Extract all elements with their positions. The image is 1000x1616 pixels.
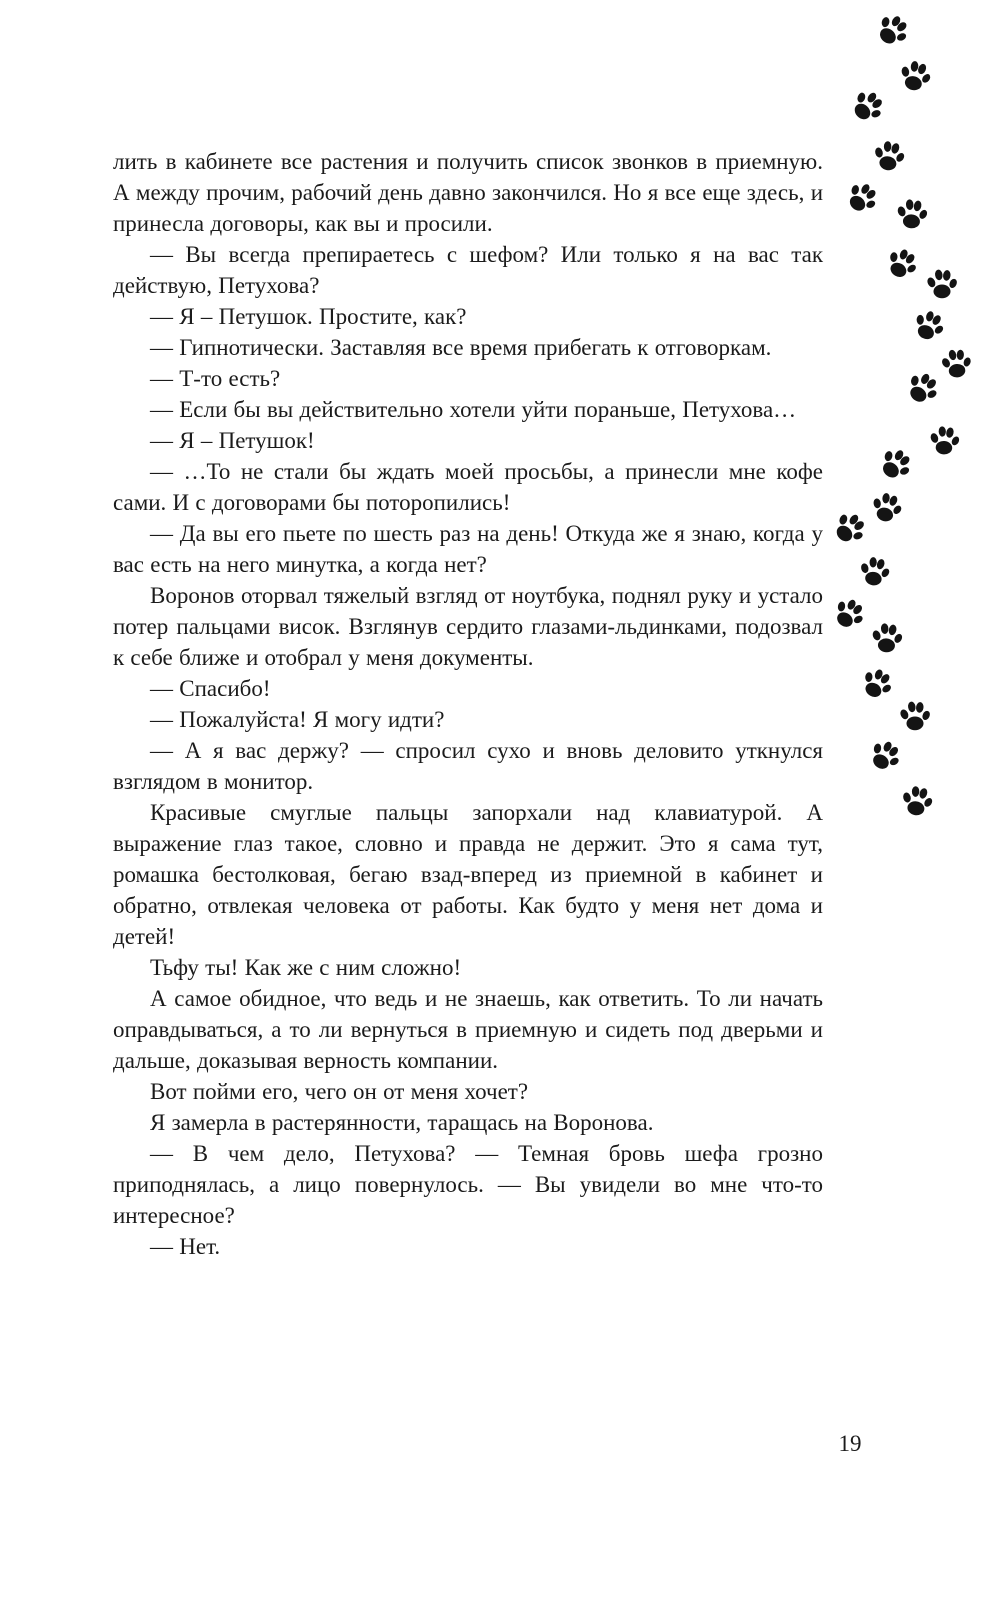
paragraph: — Я – Петушок. Простите, как? (150, 304, 467, 329)
paw-print-icon (869, 621, 906, 658)
paw-print-icon (855, 553, 893, 591)
page-number: 19 (838, 1431, 862, 1456)
paw-print-icon (907, 305, 951, 349)
paragraph: Тьфу ты! Как же с ним сложно! (150, 955, 462, 980)
paragraph: Я замерла в растерянности, таращась на Воронова. (150, 1110, 654, 1135)
paragraph: А самое обидное, что ведь и не знаешь, как ответить. То ли начать оправдываться, а то ли вернуться в приемную и сидеть под дверьми и дальше, доказывая верность компании. (113, 986, 823, 1073)
paragraph: Вот пойми его, чего он от меня хочет? (150, 1079, 529, 1104)
paragraph: — Гипнотически. Заставляя все время прибегать к отговоркам. (150, 335, 772, 360)
paw-print-icon (879, 242, 924, 287)
paragraph: — Если бы вы действительно хотели уйти пораньше, Петухова… (150, 397, 797, 422)
paragraph: лить в кабинете все растения и получить список звонков в приемную. А между прочим, рабочий день давно закончился. Но я все еще здесь, и принесла договоры, как вы и просили. (113, 149, 823, 236)
paragraph: — …То не стали бы ждать моей просьбы, а принесли мне кофе сами. И с договорами бы поторопились! (113, 459, 823, 515)
paw-print-icon (898, 700, 932, 734)
paw-print-icon (826, 592, 872, 638)
paragraph: — Пожалуйста! Я могу идти? (150, 707, 445, 732)
paw-print-icon (894, 56, 936, 98)
paw-print-icon (843, 83, 891, 131)
paragraph: — Да вы его пьете по шесть раз на день! Откуда же я знаю, когда у вас есть на него минутка, а когда нет? (113, 521, 823, 577)
paw-print-icon (838, 175, 884, 221)
paragraph: — Т-то есть? (150, 366, 281, 391)
paw-print-icon (866, 488, 906, 528)
paw-print-icon (868, 7, 916, 55)
paw-print-icon (925, 268, 959, 302)
paragraph: Красивые смуглые пальцы запорхали над клавиатурой. А выражение глаз такое, словно и правда не держит. Это я сама тут, ромашка бестолковая, бегаю взад-вперед из приемной в кабинет и обратно, отвлекая человека от работы. Как будто у меня нет дома и детей! (113, 800, 823, 949)
paw-print-icon (871, 441, 919, 489)
paw-print-icon (854, 662, 899, 707)
paw-print-icon (894, 197, 931, 234)
paw-print-icon (869, 137, 908, 176)
paw-print-icon (927, 424, 963, 460)
paragraph: — А я вас держу? — спросил сухо и вновь деловито уткнулся взглядом в монитор. (113, 738, 823, 794)
paragraph: — Вы всегда препираетесь с шефом? Или только я на вас так действую, Петухова? (113, 242, 823, 298)
paragraph: — В чем дело, Петухова? — Темная бровь шефа грозно приподнялась, а лицо повернулось. — Вы увидели во мне что-то интересное? (113, 1141, 823, 1228)
paragraph: — Я – Петушок! (150, 428, 315, 453)
paragraph: — Спасибо! (150, 676, 271, 701)
paw-print-icon (898, 365, 945, 412)
paw-print-icon (862, 734, 908, 780)
paw-print-icon (897, 782, 936, 821)
paragraph: Воронов оторвал тяжелый взгляд от ноутбука, поднял руку и устало потер пальцами висок. Взглянув сердито глазами-льдинками, подозвал к себе ближе и отобрал у меня документы. (113, 583, 823, 670)
paw-print-icon (939, 347, 975, 383)
page-text (113, 146, 823, 1262)
paw-print-icon (825, 505, 873, 553)
paragraph: — Нет. (150, 1234, 221, 1259)
